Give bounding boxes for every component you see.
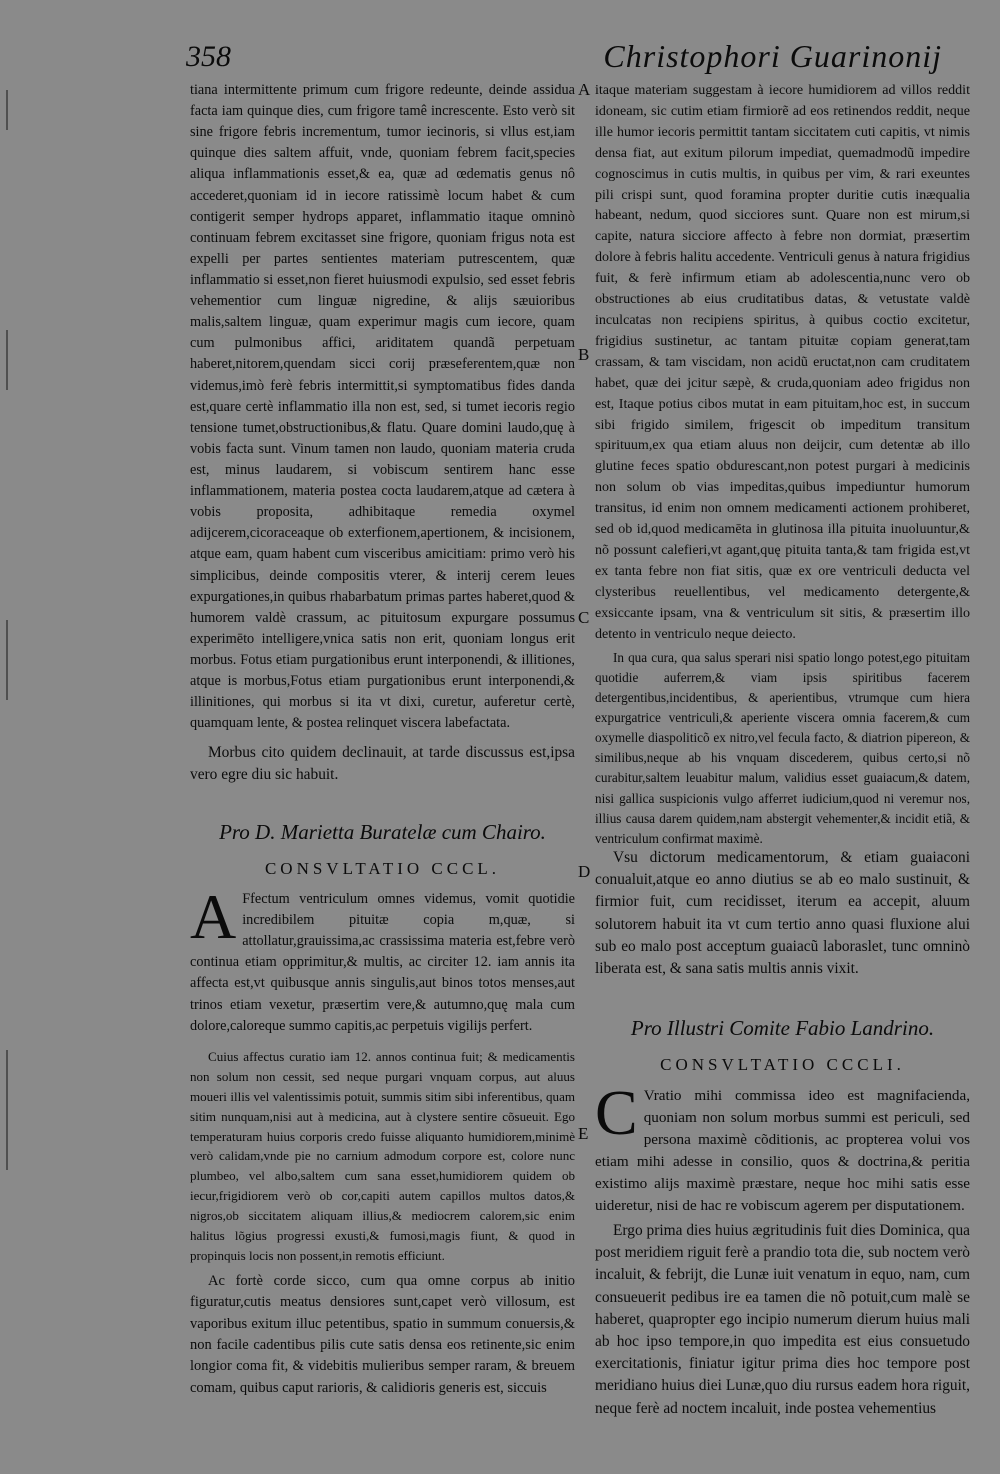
right-paragraph-4-text: Vratio mihi commissa ideo est magnifacienda, quoniam non solum morbus summi est periculi, sed persona maximè cõditionis, ac propterea volui vos etiam mihi adesse in consilio, quos & doctrina,& peritia existimo alijs maximè præstare, neque hoc mihi satis esse uideretur, nisi de hac re vobiscum agerem per disputationem.: [595, 1087, 970, 1214]
edge-mark: [6, 1050, 8, 1170]
consultation-heading-350: CONSVLTATIO CCCL.: [264, 859, 501, 878]
drop-capital-c: C: [595, 1085, 638, 1148]
section-letter-b: B: [578, 345, 590, 364]
right-paragraph-4: [595, 1085, 970, 1218]
running-head: Christophori Guarinonij: [603, 38, 942, 74]
left-paragraph-4: Cuius affectus curatio iam 12. annos continua fuit; & medicamentis non solum non cessit, sed neque purgari vnquam corpus, aut aluus moueri illis vel valentissimis potuit, summis sitim sibi inferentibus, quam sitim nunquam,nisi aut à medicina, aut à clystere sentire cõsueuit. Ego temperaturam huius corporis credo fuisse aliquanto humidiorem,minimè verò calidam,vnde pie no carnium admodum corpore est, colore nunc plumbeo, vel albo,saltem cum sana esset,humidiorem quidem ob iecur,frigidiorem verò ob cor,capiti autem capillos multos datos,& nigros,ob siccitatem aliquam illius,& mediocrem calorem,sic enim halitus lõgius progressi exusti,& fumosi,magis fiunt, & quod in propinquis locis non possent,in remotis efficiunt.: [190, 1049, 575, 1263]
drop-capital-a: A: [190, 889, 237, 952]
section-letter-d: D: [578, 862, 591, 881]
edge-mark: [6, 620, 8, 700]
page-header: [186, 38, 956, 82]
section-letter-e: E: [578, 1124, 589, 1143]
right-paragraph-2: In qua cura, qua salus sperari nisi spatio longo potest,ego pituitam quotidie auferrem,& viam ipsis spiritibus facerem detergentibus,incidentibus, & aperientibus, vtrumque cum hiera expurgatrice ventriculi,& aperiente viscera omnia facerem,& cum oxymelle diaspoliticõ ex nitro,vel fecula facto, & diatrion pipereon, & similibus,neque ab his vnquam discederem, quibus certo,si nõ curabitur,saltem leuabitur malum, validius esset guaiacum,& datem, nisi gallica suspicionis vulgo afferret iudicium,quod ni veremur nos, illius causa darem quidem,nam abstergit vehementer,& incidit etiã, & ventriculum confirmat maximè.: [595, 650, 970, 846]
left-paragraph-1: tiana intermittente primum cum frigore redeunte, deinde assidua facta iam quinque dies, cum frigore tamê increscente. Esto verò sit sine frigore febris incrementum, tumor iecinoris, si vllus est,iam quinque dies saltem affuit, vnde, quoniam febrem facit,species aliqua inflammationis esset,& ea, quæ ad œdematis genus nô accederet,quoniam id in iecore ratissimè locum habet & cum contigerit semper hydrops apparet, inflammatio itaque omninò continuam febrem excitasset sine frigore, quoniam frigus nota est expelli per partes sentientes materiam putrescentem, quæ inflammatio si esset,non fieret huiusmodi expulsio, sed esset febris vehementior cum linguæ nigredine, & alijs sæuioribus malis,saltem linguæ, quam experimur magis cum iecore, quam cum pulmonibus affici, ariditatem quandã perpetuam haberet,nitorem,quendam sicci corij præseferentem,quæ non videmus,imò ferè febris intermittit,si symptomatibus fides danda est,quare certè inflammatio illa non est, sed, si tumet iecoris regio tensione tumet,obstructionibus,& flatu. Quare domini laudo,quę à vobis facta sunt. Vinum tamen non laudo, quoniam materia cruda est, minus laudarem, si vobiscum sentirem hanc esse inflammationem, materia postea cocta laudarem,atque ad cætera à vobis proposita, adhibitaque remedia oxymel adijcerem,cicoraceaque ob exterfionem,apertionem, & incisionem, atque eam, quam habent cum visceribus amicitiam: primo verò his simplicibus, deinde compositis vterer, & interij cerem leues expurgationes,in quibus rhabarbatum primas partes haberet,quod & humorem valdè crassum, ac pituitosum expurgare possumus experimēto intelligere,vnica satis non erit, quoniam longus erit morbus. Fotus etiam purgationibus erunt interponendi, & illitiones, atque is morbus,Fotus etiam purgationibus erunt interponendi,& illinitiones, qui morbus si ita vt dixi, curetur, auferetur certè, quamquam lente, & postea relinquet viscera labefactata.: [190, 82, 575, 732]
edge-mark: [6, 330, 8, 390]
right-column: [595, 80, 970, 1420]
left-column: [190, 80, 575, 1404]
right-paragraph-5: Ergo prima dies huius ægritudinis fuit dies Dominica, qua post meridiem riguit ferè a prandio tota die, sub noctem verò incaluit, & febrijt, die Lunæ iuit venatum in equo, nam, cum consueuerit pedibus ire ea tamen die nõ potuit,cum malè se haberet, quapropter ego incipio numerum dierum huius mali ab hoc ipso tempore,in quo impedita est eius consuetudo exercitationis, finiatur igitur prima dies hoc tempore post meridiano huius diei Lunæ,quo diu rursus eadem hora riguit, neque ferè ad noctem incaluit, inde postea vehementius: [595, 1222, 970, 1417]
left-paragraph-3-text: Ffectum ventriculum omnes videmus, vomit quotidie incredibilem pituitæ copia m,quæ, si attollatur,grauissima,ac crassissima materia est,febre verò continua etiam opprimitur,& multis, ac circiter 12. iam annis ita affecta est,vt quibusque annis singulis,aut binos totos menses,aut trinos etiam vexetur, præsertim vere,& autumno,quę mala cum dolore,caloreque summo capitis,ac perpetuis vigilijs perfert.: [190, 891, 575, 1034]
consultation-heading-351: CONSVLTATIO CCCLI.: [660, 1055, 905, 1074]
section-letter-c: C: [578, 608, 590, 627]
section-title-landrino: Pro Illustri Comite Fabio Landrino.: [630, 1016, 935, 1040]
section-letter-a: A: [578, 80, 591, 99]
right-paragraph-1: itaque materiam suggestam à iecore humidiorem ad villos reddit idoneam, sic cutim etiam firmiorẽ ad eos retinendos reddit, neque ille humor iecoris permittit tantam siccitatem cuti capitis, vt nimis densa fiat, aut exitum pilorum impediat, quemadmodũ impedire cognoscimus in cutis multis, in quibus per vim, & rari exeuntes pili crispi sunt, quod foramina propter duritie cutis inæqualia habeant, nedum, quod sicciores sunt. Quare non est mirum,si capite, natura sicciore affecto à febre non dormiat, præsertim dolore à febris halitu accedente. Ventriculi genus à natura frigidius fuit, & ferè infirmum etiam ab adolescentia,nunc vero ob obstructiones ab eius cruditatibus datas, & vetustate valdè inculcatas non recipiens spiritus, à quibus coctio excitetur, frigidius sustinetur, ac tantam pituitæ copiam generat,tam crassam, & tam viscidam, non acidũ eructat,non cam cruditatem habet, quæ dei jcitur sæpè, & cruda,quoniam adeo frigidus non est, Itaque potius cibos mutat in eam pituitam,hoc est, in succum sibi frigido similem, frigescit ob impeditum transitum spirituum,ex qua etiam aluus non deijcir, cum detentæ ab illo glutine feces spatio obdurescant,non potest purgari à medicinis non solum ob vias impeditas,quibus impediuntur humorum transitus, id enim non omnem medicamenti actionem prohiberet, sed ob id,quod medicamēta in glutinosa illa pituita inuoluuntur,& nõ possunt calefieri,vt agant,quę pituita tanta,& tam frigida est,vt ex tanta febre non fiat sitis, quæ ex ore ventriculi deducta vel clysteribus reuellentibus, vel medicamento detergente,& exsiccante ipsam, vna & ventriculum sit sitis, & præsertim illo detento in ventriculo neque deiecto.: [595, 82, 970, 642]
left-paragraph-2: Morbus cito quidem declinauit, at tarde discussus est,ipsa vero egre diu sic habuit.: [190, 744, 575, 784]
section-title-marietta: Pro D. Marietta Buratelæ cum Chairo.: [219, 820, 546, 844]
left-paragraph-5: Ac fortè corde sicco, cum qua omne corpus ab initio figuratur,cutis meatus densiores sunt,capet verò villosum, est vaporibus exitum illuc petentibus, spatio in summum conuersis,& non facile cadentibus pilis cute satis densa eos retinente,sic enim longior coma fit, & videbitis mulieribus semper raram, & breuem comam, quibus caput rarioris, & calidioris generis est, siccuis: [190, 1273, 575, 1396]
page-number: 358: [186, 40, 231, 73]
left-paragraph-3: [190, 889, 575, 1043]
edge-mark: [6, 90, 8, 130]
right-paragraph-3: Vsu dictorum medicamentorum, & etiam guaiaconi conualuit,atque eo anno diutius se ab eo malo sustinuit, & firmior fuit, cum recidisset, iterum ea accepit, aluum solutorem habuit ita vt cum tertio anno quasi fluxione alui sub eo malo post acceptum guaiacũ laboraslet, tunc omninò liberata est, & sana satis multis annis vixit.: [595, 849, 970, 978]
